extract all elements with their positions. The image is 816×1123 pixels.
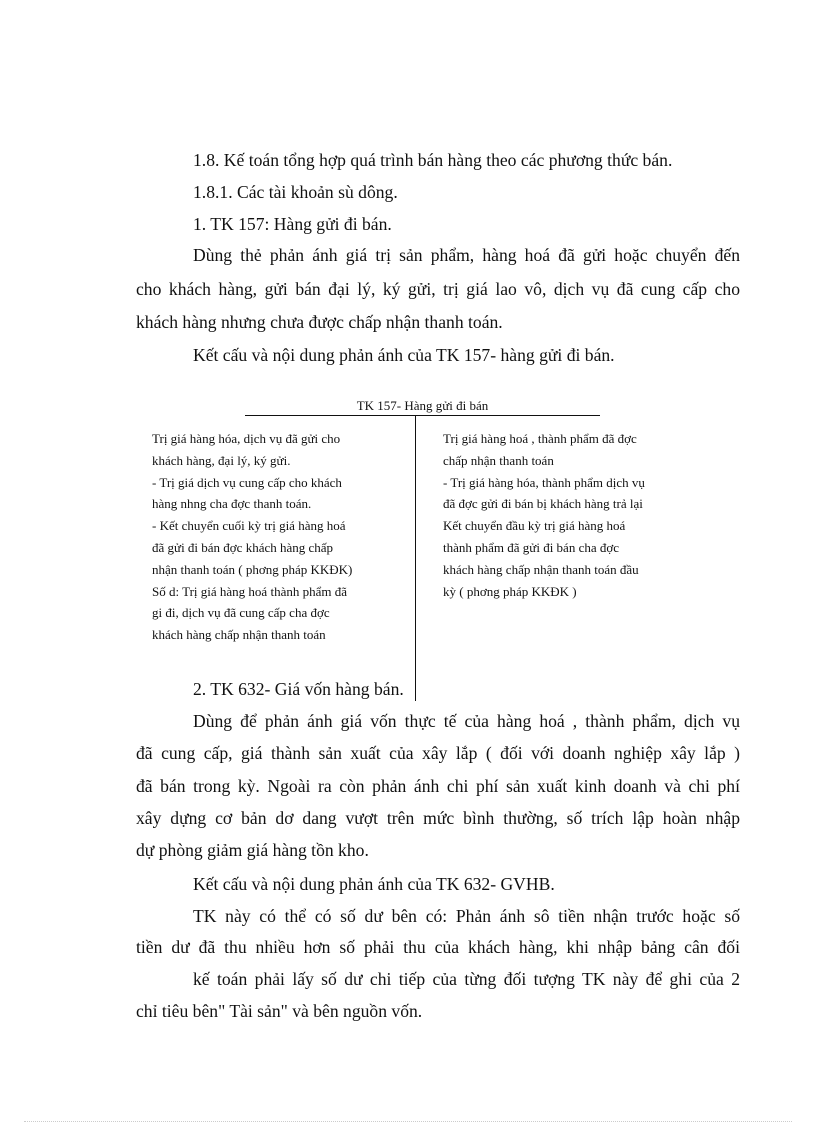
t-account-credit-side bbox=[443, 428, 645, 602]
t-account-line: đã đợc gửi đi bán bị khách hàng trả lại bbox=[443, 496, 643, 512]
t-account-horizontal-rule bbox=[245, 415, 600, 416]
structure-caption: Kết cấu và nội dung phản ánh của TK 157- hàng gửi đi bán. bbox=[193, 345, 615, 365]
t-account-line: nhận thanh toán ( phơng pháp KKĐK) bbox=[152, 561, 353, 577]
t-account-line: đã gửi đi bán đợc khách hàng chấp bbox=[152, 539, 334, 555]
paragraph-line: đã cung cấp, giá thành sản xuất của xây lắp ( đối với doanh nghiệp xây lắp ) bbox=[136, 743, 740, 763]
item-2-title: 2. TK 632- Giá vốn hàng bán. bbox=[193, 679, 404, 699]
paragraph-line: kế toán phải lấy số dư chi tiếp của từng đối tượng TK này để ghi của 2 bbox=[193, 969, 740, 989]
paragraph-line: cho khách hàng, gửi bán đại lý, ký gửi, trị giá lao vô, dịch vụ đã cung cấp cho bbox=[136, 279, 740, 299]
t-account-line: chấp nhận thanh toán bbox=[443, 452, 554, 468]
t-account-line: hàng nhng cha đợc thanh toán. bbox=[152, 496, 312, 512]
t-account-debit-side bbox=[152, 428, 352, 646]
t-account-title: TK 157- Hàng gửi đi bán bbox=[356, 398, 489, 413]
paragraph-line: tiền dư đã thu nhiều hơn số phải thu của khách hàng, khi nhập bảng cân đối bbox=[136, 937, 740, 957]
subsection-heading: 1.8.1. Các tài khoản sù dông. bbox=[193, 182, 398, 202]
t-account-line: Trị giá hàng hoá , thành phẩm đã đợc bbox=[443, 431, 637, 446]
item-1-title: 1. TK 157: Hàng gửi đi bán. bbox=[193, 214, 392, 234]
paragraph-line: Dùng để phản ánh giá vốn thực tế của hàng hoá , thành phẩm, dịch vụ bbox=[193, 711, 740, 731]
t-account-line: - Trị giá hàng hóa, thành phẩm dịch vụ bbox=[443, 474, 645, 490]
t-account-line: Số d: Trị giá hàng hoá thành phẩm đã bbox=[152, 583, 347, 599]
paragraph-line: đã bán trong kỳ. Ngoài ra còn phản ánh chi phí sản xuất kinh doanh và chi phí bbox=[136, 776, 740, 796]
t-account-line: Trị giá hàng hóa, dịch vụ đã gửi cho bbox=[152, 431, 341, 446]
t-account-vertical-rule bbox=[415, 416, 416, 701]
t-account-line: - Trị giá dịch vụ cung cấp cho khách bbox=[152, 474, 342, 490]
paragraph-line: Dùng thẻ phản ánh giá trị sản phẩm, hàng hoá đã gửi hoặc chuyển đến bbox=[193, 245, 740, 265]
t-account-line: gi đi, dịch vụ đã cung cấp cha đợc bbox=[152, 605, 330, 621]
t-account-line: kỳ ( phơng pháp KKĐK ) bbox=[443, 583, 577, 599]
t-account-line: khách hàng chấp nhận thanh toán bbox=[152, 627, 326, 643]
t-account-line: khách hàng chấp nhận thanh toán đầu bbox=[443, 561, 639, 577]
structure-caption: Kết cấu và nội dung phản ánh của TK 632- GVHB. bbox=[193, 874, 555, 894]
t-account-line: Kết chuyển đầu kỳ trị giá hàng hoá bbox=[443, 518, 626, 534]
paragraph-line: khách hàng nhưng chưa được chấp nhận thanh toán. bbox=[136, 312, 503, 332]
section-heading: 1.8. Kế toán tổng hợp quá trình bán hàng theo các phương thức bán. bbox=[193, 150, 673, 170]
paragraph-line: dự phòng giảm giá hàng tồn kho. bbox=[136, 840, 369, 860]
t-account-line: khách hàng, đại lý, ký gửi. bbox=[152, 452, 291, 468]
page-bottom-rule bbox=[24, 1121, 792, 1122]
paragraph-line: xây dựng cơ bản dơ dang vượt trên mức bình thường, số trích lập hoàn nhập bbox=[136, 808, 740, 828]
paragraph-line: TK này có thể có số dư bên có: Phản ánh sô tiền nhận trước hoặc số bbox=[193, 906, 740, 926]
paragraph-line: chỉ tiêu bên" Tài sản" và bên nguồn vốn. bbox=[136, 1001, 423, 1021]
t-account-line: thành phẩm đã gửi đi bán cha đợc bbox=[443, 539, 620, 555]
t-account-line: - Kết chuyển cuối kỳ trị giá hàng hoá bbox=[152, 518, 346, 534]
